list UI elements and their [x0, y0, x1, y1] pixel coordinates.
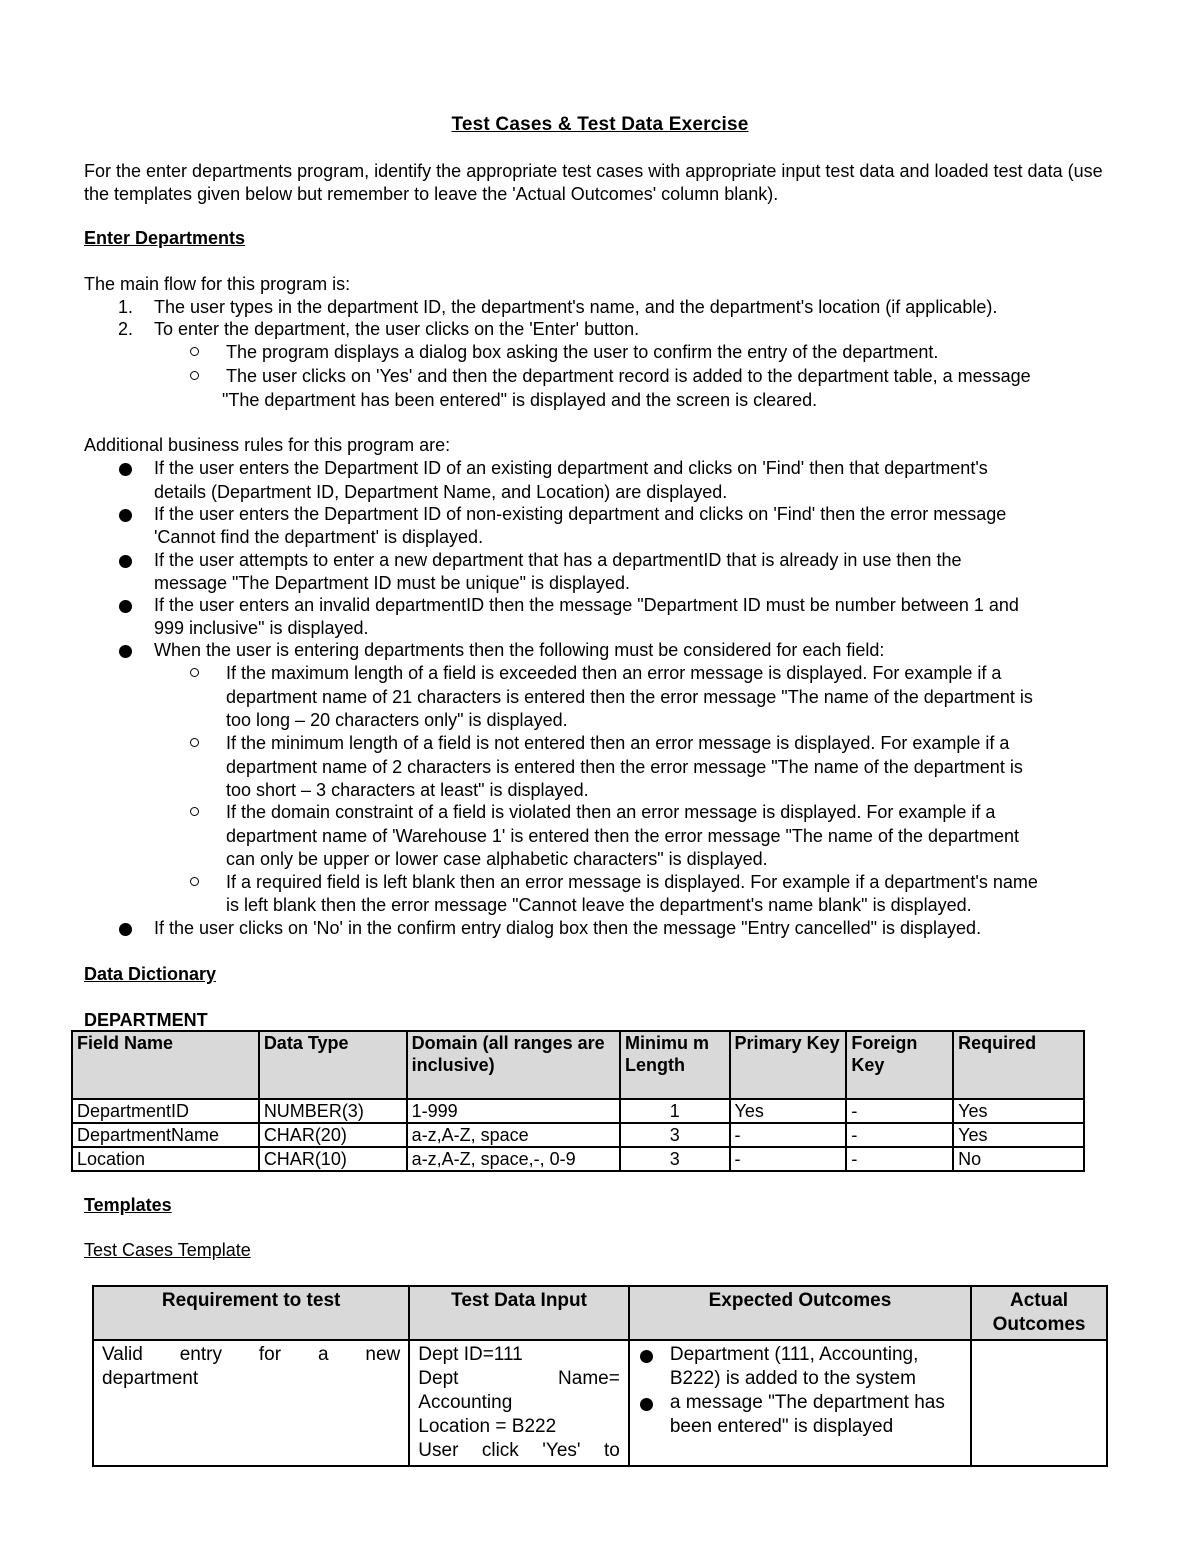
requirement-line: Valid entry for a new: [102, 1344, 401, 1365]
table-cell: -: [730, 1147, 847, 1171]
table-cell: Location: [72, 1147, 259, 1171]
sub-step-text: The program displays a dialog box asking the user to confirm the entry of the department.: [226, 342, 939, 362]
input-cell: [409, 1340, 629, 1466]
field-rule-text: can only be upper or lower case alphabetic characters" is displayed.: [226, 849, 768, 869]
bullet-icon: [119, 555, 132, 568]
column-header: Field Name: [72, 1031, 259, 1099]
bullet-icon: [119, 463, 132, 476]
column-header: Required: [953, 1031, 1084, 1099]
table-header-row: [93, 1286, 1107, 1340]
bullet-icon: [119, 923, 132, 936]
input-line: Dept ID=111: [418, 1344, 523, 1365]
table-cell: DepartmentID: [72, 1099, 259, 1123]
table-cell: DepartmentName: [72, 1123, 259, 1147]
rule-text: If the user enters the Department ID of non-existing department and clicks on 'Find' then the error message: [154, 504, 1007, 524]
requirement-cell: [93, 1340, 409, 1466]
input-line: Dept Name=: [418, 1368, 620, 1389]
table-row: [93, 1340, 1107, 1466]
field-rule-text: If a required field is left blank then an error message is displayed. For example if a department's name: [226, 872, 1038, 892]
test-cases-table: [92, 1285, 1108, 1467]
column-header: Domain (all ranges are inclusive): [407, 1031, 620, 1099]
outcome-item: [636, 1391, 962, 1439]
column-header: Test Data Input: [409, 1286, 629, 1340]
table-cell: a-z,A-Z, space: [407, 1123, 620, 1147]
bullet-icon: [640, 1398, 653, 1411]
rule-text: If the user clicks on 'No' in the confirm entry dialog box then the message "Entry cancelled" is displayed.: [154, 918, 982, 938]
outcome-text: a message "The department has been entered" is displayed: [669, 1392, 945, 1437]
table-cell: 3: [620, 1123, 730, 1147]
field-rule-text: too long – 20 characters only" is displayed.: [226, 710, 568, 730]
rule-text: message "The Department ID must be unique" is displayed.: [154, 573, 631, 593]
field-rule-text: department name of 2 characters is entered then the error message "The name of the department is: [226, 757, 1023, 777]
table-cell: 1: [620, 1099, 730, 1123]
table-cell: CHAR(10): [259, 1147, 407, 1171]
column-header: Minimu m Length: [620, 1031, 730, 1099]
page-title: Test Cases & Test Data Exercise: [451, 114, 749, 135]
table-cell: -: [730, 1123, 847, 1147]
table-row: [72, 1099, 1084, 1123]
column-header: Expected Outcomes: [629, 1286, 971, 1340]
table-cell: Yes: [953, 1099, 1084, 1123]
rule-text: details (Department ID, Department Name, and Location) are displayed.: [154, 482, 728, 502]
table-name: DEPARTMENT: [84, 1010, 208, 1030]
outcomes-cell: [629, 1340, 971, 1466]
column-header: Actual Outcomes: [971, 1286, 1107, 1340]
table-cell: Yes: [953, 1123, 1084, 1147]
data-dictionary-heading: Data Dictionary: [84, 964, 217, 984]
rules-label: Additional business rules for this program are:: [84, 435, 451, 455]
outcome-text: Department (111, Accounting, B222) is added to the system: [669, 1344, 919, 1389]
rule-text: When the user is entering departments then the following must be considered for each field:: [154, 640, 885, 660]
field-rule-text: If the maximum length of a field is exceeded then an error message is displayed. For example if a: [226, 663, 1002, 683]
circle-bullet-icon: [190, 371, 199, 380]
table-cell: CHAR(20): [259, 1123, 407, 1147]
field-rule-text: department name of 21 characters is entered then the error message "The name of the department is: [226, 687, 1033, 707]
intro-paragraph: For the enter departments program, identify the appropriate test cases with appropriate input test data and loaded test data (use the templates given below but remember to leave the 'Actual Outcomes' column blank).: [84, 161, 1103, 204]
field-rule-text: is left blank then the error message "Cannot leave the department's name blank" is displayed.: [226, 895, 972, 915]
input-line: Location = B222: [418, 1416, 557, 1437]
table-cell: a-z,A-Z, space,-, 0-9: [407, 1147, 620, 1171]
sub-step-text: The user clicks on 'Yes' and then the department record is added to the department table, a message: [226, 366, 1031, 386]
bullet-icon: [119, 600, 132, 613]
table-cell: 1-999: [407, 1099, 620, 1123]
rule-text: If the user attempts to enter a new department that has a departmentID that is already in use then the: [154, 550, 962, 570]
table-row: [72, 1123, 1084, 1147]
field-rule-text: If the minimum length of a field is not entered then an error message is displayed. For example if a: [226, 733, 1010, 753]
field-rule-text: department name of 'Warehouse 1' is entered then the error message "The name of the department: [226, 826, 1020, 846]
actual-outcomes-cell: [971, 1340, 1107, 1466]
bullet-icon: [640, 1350, 653, 1363]
sub-step-text: "The department has been entered" is displayed and the screen is cleared.: [222, 390, 818, 410]
step-text: To enter the department, the user clicks on the 'Enter' button.: [154, 319, 640, 339]
column-header: Primary Key: [730, 1031, 847, 1099]
rule-text: If the user enters the Department ID of an existing department and clicks on 'Find' then that department's: [154, 458, 988, 478]
step-text: The user types in the department ID, the department's name, and the department's location (if applicable).: [154, 297, 998, 317]
table-cell: -: [846, 1123, 953, 1147]
table-cell: -: [846, 1147, 953, 1171]
enter-departments-heading: Enter Departments: [84, 228, 246, 248]
field-rule-text: If the domain constraint of a field is violated then an error message is displayed. For example if a: [226, 802, 996, 822]
step-number: 1.: [118, 297, 134, 317]
table-header-row: [72, 1031, 1084, 1099]
circle-bullet-icon: [190, 807, 199, 816]
step-number: 2.: [118, 319, 134, 339]
templates-heading: Templates: [84, 1195, 172, 1215]
main-flow-label: The main flow for this program is:: [84, 274, 351, 294]
requirement-line: department: [102, 1368, 199, 1389]
bullet-icon: [119, 509, 132, 522]
rule-text: If the user enters an invalid departmentID then the message "Department ID must be number between 1 and: [154, 595, 1019, 615]
table-cell: 3: [620, 1147, 730, 1171]
test-cases-template-label: Test Cases Template: [84, 1240, 251, 1260]
table-cell: NUMBER(3): [259, 1099, 407, 1123]
table-row: [72, 1147, 1084, 1171]
column-header: Data Type: [259, 1031, 407, 1099]
input-line: User click 'Yes' to: [418, 1440, 620, 1461]
field-rule-text: too short – 3 characters at least" is displayed.: [226, 780, 589, 800]
circle-bullet-icon: [190, 347, 199, 356]
circle-bullet-icon: [190, 877, 199, 886]
column-header: Foreign Key: [846, 1031, 953, 1099]
circle-bullet-icon: [190, 738, 199, 747]
input-line: Accounting: [418, 1392, 513, 1413]
table-cell: -: [846, 1099, 953, 1123]
data-dictionary-table: [71, 1030, 1085, 1172]
rule-text: 999 inclusive" is displayed.: [154, 618, 369, 638]
outcome-item: [636, 1343, 962, 1391]
bullet-icon: [119, 645, 132, 658]
table-cell: No: [953, 1147, 1084, 1171]
rule-text: 'Cannot find the department' is displayed.: [154, 527, 484, 547]
circle-bullet-icon: [190, 668, 199, 677]
column-header: Requirement to test: [93, 1286, 409, 1340]
table-cell: Yes: [730, 1099, 847, 1123]
